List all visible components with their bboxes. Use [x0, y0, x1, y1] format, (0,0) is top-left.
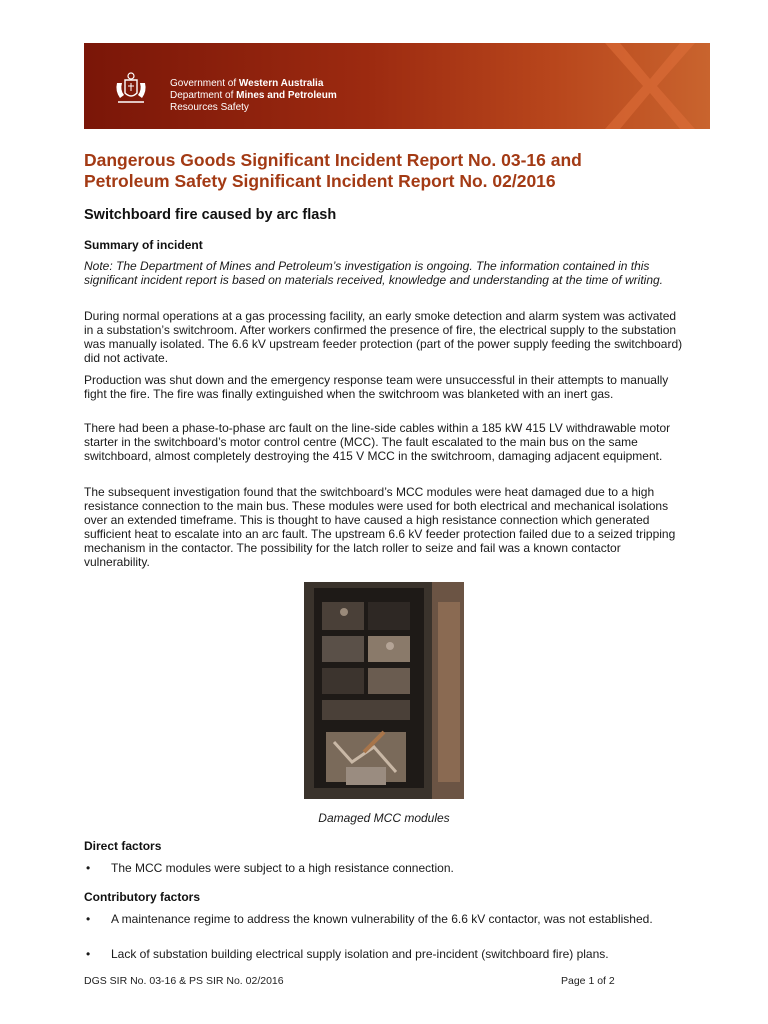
contributory-factors-heading: Contributory factors	[84, 890, 201, 904]
summary-heading: Summary of incident	[84, 238, 203, 252]
summary-paragraph-2: Production was shut down and the emergency response team were unsuccessful in their attempts to manually fight the fire. The fire was finally extinguished when the switchroom was blanketed with an inert gas.	[84, 373, 669, 401]
damaged-mcc-photo	[304, 582, 464, 799]
footer-page-number: Page 1 of 2	[561, 975, 615, 987]
coat-of-arms-logo	[114, 71, 148, 107]
bullet-marker: •	[86, 947, 91, 961]
bullet-marker: •	[86, 912, 91, 926]
bullet-marker: •	[86, 861, 91, 875]
summary-paragraph-1: During normal operations at a gas processing facility, an early smoke detection and alarm system was activated in a substation’s switchroom. After workers confirmed the presence of fire, the electrical supply to the substation was manually isolated. The 6.6 kV upstream feeder protection (part of the power supply feeding the switchboard) did not activate.	[84, 309, 683, 365]
report-title: Dangerous Goods Significant Incident Report No. 03-16 and Petroleum Safety Significant Incident Report No. 02/2016	[84, 150, 582, 191]
investigation-note: Note: The Department of Mines and Petroleum’s investigation is ongoing. The information contained in this significant incident report is based on materials received, knowledge and understanding at the time of writing.	[84, 259, 663, 287]
contributory-factor-item: A maintenance regime to address the known vulnerability of the 6.6 kV contactor, was not established.	[111, 912, 653, 926]
contributory-factor-item: Lack of substation building electrical supply isolation and pre-incident (switchboard fire) plans.	[111, 947, 609, 961]
direct-factors-heading: Direct factors	[84, 839, 162, 853]
department-name: Government of Western Australia Department of Mines and Petroleum Resources Safety	[170, 78, 337, 113]
figure-caption: Damaged MCC modules	[318, 811, 450, 825]
footer-report-id: DGS SIR No. 03-16 & PS SIR No. 02/2016	[84, 975, 284, 987]
header-banner	[84, 43, 710, 129]
direct-factor-item: The MCC modules were subject to a high resistance connection.	[111, 861, 454, 875]
summary-paragraph-3: There had been a phase-to-phase arc fault on the line-side cables within a 185 kW 415 LV withdrawable motor starter in the switchboard’s motor control centre (MCC). The fault escalated to the main bus on the same switchboard, almost completely destroying the 415 V MCC in the switchroom, damaging adjacent equipment.	[84, 421, 671, 463]
report-subtitle: Switchboard fire caused by arc flash	[84, 207, 337, 223]
summary-paragraph-4: The subsequent investigation found that the switchboard’s MCC modules were heat damaged due to a high resistance connection to the main bus. These modules were used for both electrical and mechanical isolations over an extended timeframe. This is thought to have caused a high resistance connection which generated sufficient heat to escalate into an arc fault. The upstream 6.6 kV feeder protection failed due to a seized tripping mechanism in the contactor. The possibility for the latch roller to seize and fail was a known contactor vulnerability.	[84, 485, 676, 569]
decorative-cross-graphic	[590, 43, 710, 129]
